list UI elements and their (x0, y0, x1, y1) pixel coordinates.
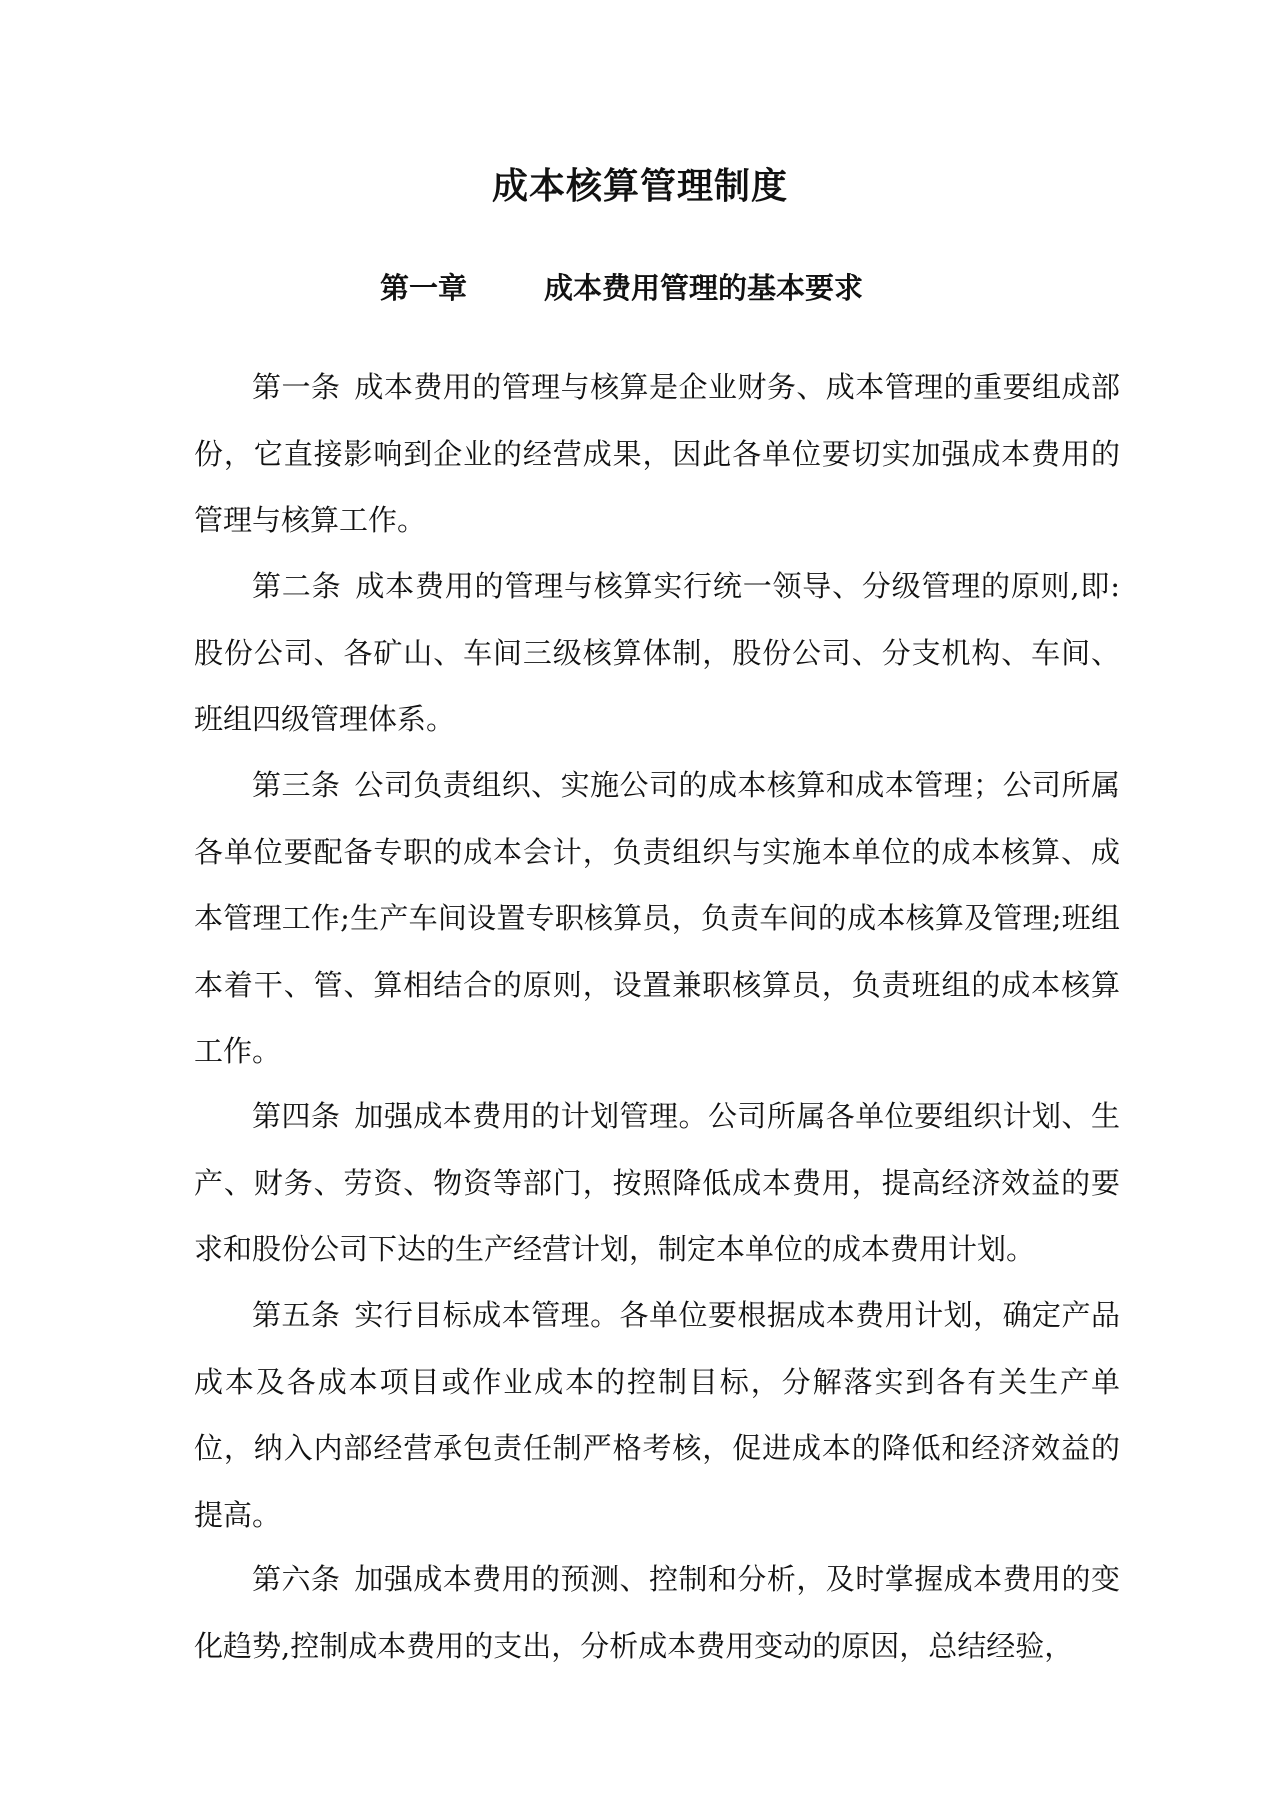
article-label: 第二条 (252, 569, 342, 603)
article-text: 加强成本费用的预测、控制和分析，及时掌握成本费用的变化趋势,控制成本费用的支出，分析成本费用变动的原因，总结经验， (194, 1562, 1120, 1663)
article-label: 第一条 (252, 370, 341, 404)
article-text: 成本费用的管理与核算是企业财务、成本管理的重要组成部份，它直接影响到企业的经营成果，因此各单位要切实加强成本费用的管理与核算工作。 (194, 370, 1120, 537)
document-title: 成本核算管理制度 (491, 166, 788, 207)
article-paragraph (194, 1282, 1120, 1548)
article-paragraph (194, 553, 1120, 753)
article-text: 加强成本费用的计划管理。公司所属各单位要组织计划、生产、财务、劳资、物资等部门，按照降低成本费用，提高经济效益的要求和股份公司下达的生产经营计划，制定本单位的成本费用计划。 (194, 1099, 1120, 1266)
article-text: 成本费用的管理与核算实行统一领导、分级管理的原则,即:股份公司、各矿山、车间三级核算体制，股份公司、分支机构、车间、班组四级管理体系。 (194, 569, 1120, 736)
article-label: 第五条 (252, 1298, 341, 1332)
article-paragraph (194, 1083, 1120, 1283)
chapter-title: 成本费用管理的基本要求 (544, 271, 864, 305)
article-label: 第六条 (252, 1562, 341, 1596)
article-label: 第四条 (252, 1099, 341, 1133)
article-label: 第三条 (252, 768, 341, 802)
article-paragraph (194, 752, 1120, 1085)
article-paragraph (194, 1546, 1120, 1679)
article-text: 公司负责组织、实施公司的成本核算和成本管理；公司所属各单位要配备专职的成本会计，负责组织与实施本单位的成本核算、成本管理工作;生产车间设置专职核算员，负责车间的成本核算及管理;班组本着干、管、算相结合的原则，设置兼职核算员，负责班组的成本核算工作。 (194, 768, 1120, 1068)
chapter-number: 第一章 (380, 271, 468, 305)
article-paragraph (194, 354, 1120, 554)
chapter-heading (380, 266, 940, 310)
article-text: 实行目标成本管理。各单位要根据成本费用计划，确定产品成本及各成本项目或作业成本的控制目标，分解落实到各有关生产单位，纳入内部经营承包责任制严格考核，促进成本的降低和经济效益的提高。 (194, 1298, 1120, 1532)
